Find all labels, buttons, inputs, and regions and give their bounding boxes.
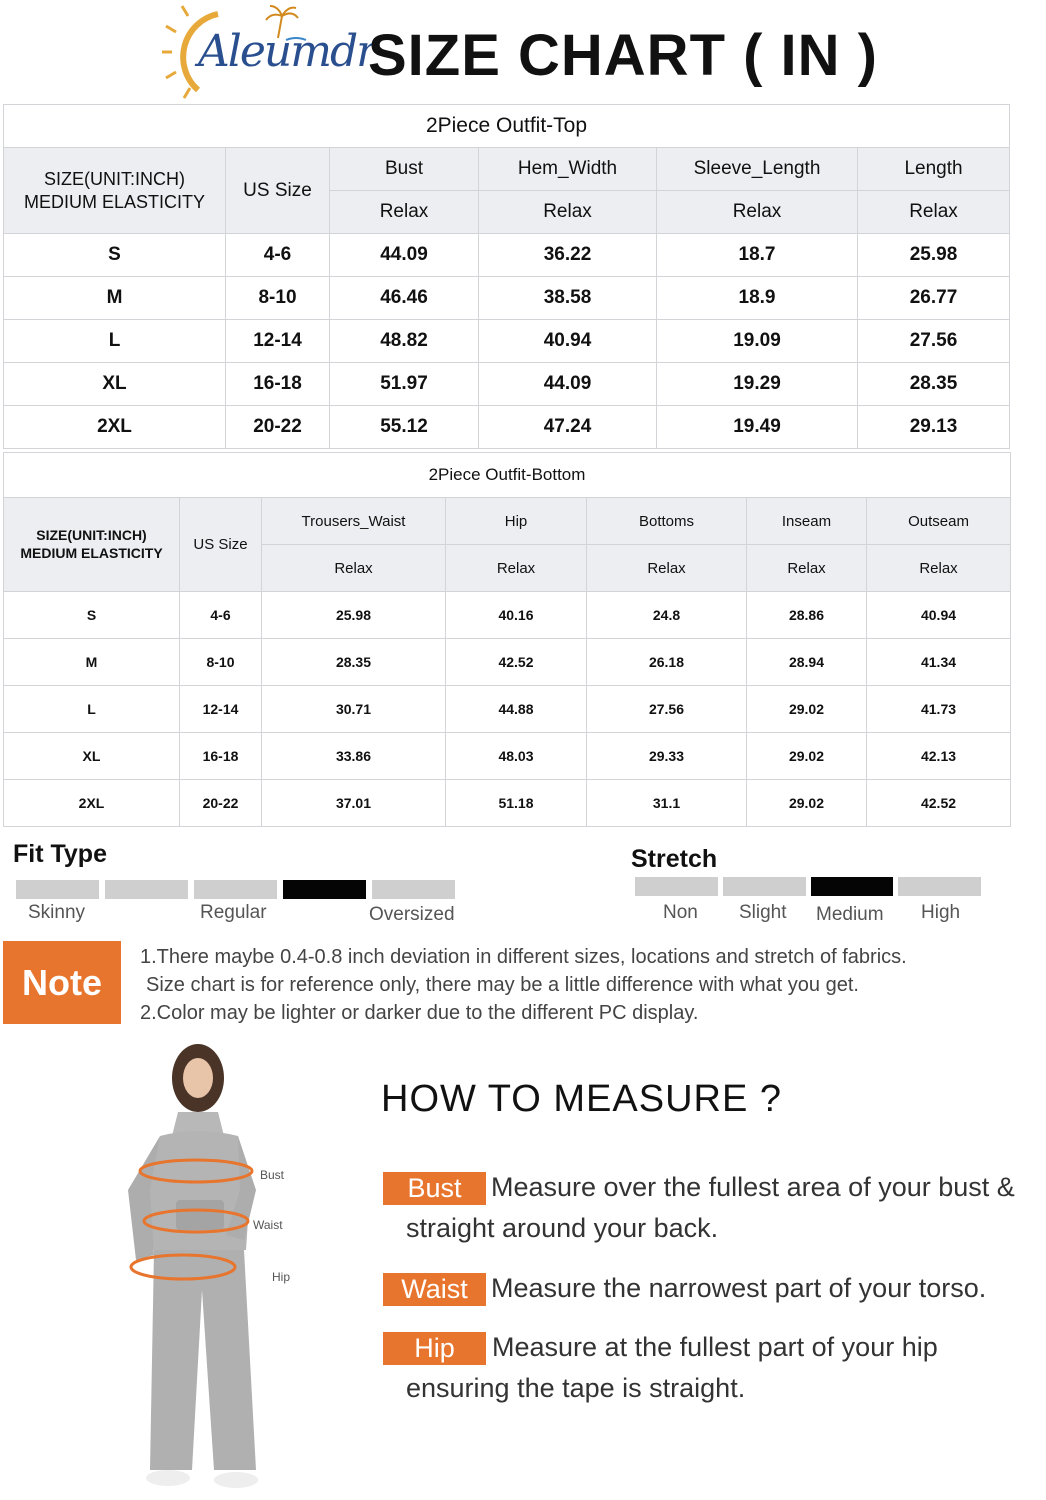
column-header: Sleeve_Length [657,148,858,191]
stretch-segment [811,877,893,896]
model-illustration [116,1040,316,1490]
table-row: XL 16-18 33.86 48.03 29.33 29.02 42.13 [4,733,1011,780]
header [0,0,1046,104]
stretch-label-slight: Slight [739,902,787,923]
column-header: Bust [330,148,479,191]
fit-type-title: Fit Type [13,840,107,868]
relax-subheader: Relax [262,545,446,592]
relax-subheader: Relax [867,545,1011,592]
brand-logo [158,2,376,102]
stretch-label-high: High [921,902,961,923]
bottom-size-table [3,452,1011,827]
column-header: Inseam [747,498,867,545]
figure-label-bust: Bust [260,1168,285,1182]
relax-subheader: Relax [747,545,867,592]
hip-instruction-1: Measure at the fullest part of your hip [492,1332,938,1362]
column-header: Hip [446,498,587,545]
stretch-segment [635,877,718,896]
column-header: Bottoms [587,498,747,545]
note-line-1: 1.There maybe 0.4-0.8 inch deviation in different sizes, locations and stretch of fabrics. [140,946,907,968]
fit-type-segment [283,880,366,899]
table-row: S 4-6 25.98 40.16 24.8 28.86 40.94 [4,592,1011,639]
relax-subheader: Relax [657,191,858,234]
stretch-title: Stretch [631,845,718,873]
figure-label-waist: Waist [253,1218,283,1232]
hip-tag: Hip [383,1332,486,1365]
fit-type-segment [16,880,99,899]
stretch-segment [723,877,806,896]
table-row: M 8-10 28.35 42.52 26.18 28.94 41.34 [4,639,1011,686]
brand-name: Aleumdr [198,26,376,77]
note-line-2: Size chart is for reference only, there may be a little difference with what you get. [146,974,859,996]
fit-type-segment [372,880,455,899]
table-row: S 4-6 44.09 36.22 18.7 25.98 [4,234,1010,277]
fit-type-segment [105,880,188,899]
fit-label-regular: Regular [200,902,267,923]
stretch-label-non: Non [663,902,698,923]
column-header: Length [858,148,1010,191]
relax-subheader: Relax [479,191,657,234]
measure-title: HOW TO MEASURE ? [381,1078,782,1120]
table-row: L 12-14 30.71 44.88 27.56 29.02 41.73 [4,686,1011,733]
bust-instruction-1: Measure over the fullest area of your bust & [491,1172,1015,1202]
relax-subheader: Relax [446,545,587,592]
fit-type-segment [194,880,277,899]
page-title: SIZE CHART ( IN ) [368,23,878,88]
column-header: Hem_Width [479,148,657,191]
size-unit-label: SIZE(UNIT:INCH) MEDIUM ELASTICITY [4,498,180,592]
size-unit-label: SIZE(UNIT:INCH) MEDIUM ELASTICITY [4,148,226,234]
table-row: XL 16-18 51.97 44.09 19.29 28.35 [4,363,1010,406]
stretch-label-medium: Medium [816,904,884,925]
waist-tag: Waist [383,1273,486,1306]
waist-instruction: Measure the narrowest part of your torso. [491,1273,987,1303]
top-size-table [3,104,1010,449]
relax-subheader: Relax [858,191,1010,234]
table-caption: 2Piece Outfit-Top [4,105,1010,148]
table-row: M 8-10 46.46 38.58 18.9 26.77 [4,277,1010,320]
model-figure [116,1040,316,1490]
bust-tag: Bust [383,1172,486,1205]
us-size-header: US Size [226,148,330,234]
column-header: Trousers_Waist [262,498,446,545]
table-row: L 12-14 48.82 40.94 19.09 27.56 [4,320,1010,363]
us-size-header: US Size [180,498,262,592]
fit-label-oversized: Oversized [369,904,455,925]
fit-label-skinny: Skinny [28,902,86,923]
bust-instruction-2: straight around your back. [406,1213,719,1243]
note-line-3: 2.Color may be lighter or darker due to the different PC display. [140,1002,699,1024]
note-badge: Note [3,941,121,1024]
stretch-segment [898,877,981,896]
relax-subheader: Relax [330,191,479,234]
figure-label-hip: Hip [272,1270,291,1284]
table-caption: 2Piece Outfit-Bottom [4,453,1011,498]
hip-instruction-2: ensuring the tape is straight. [406,1373,746,1403]
column-header: Outseam [867,498,1011,545]
relax-subheader: Relax [587,545,747,592]
table-row: 2XL 20-22 37.01 51.18 31.1 29.02 42.52 [4,780,1011,827]
table-row: 2XL 20-22 55.12 47.24 19.49 29.13 [4,406,1010,449]
